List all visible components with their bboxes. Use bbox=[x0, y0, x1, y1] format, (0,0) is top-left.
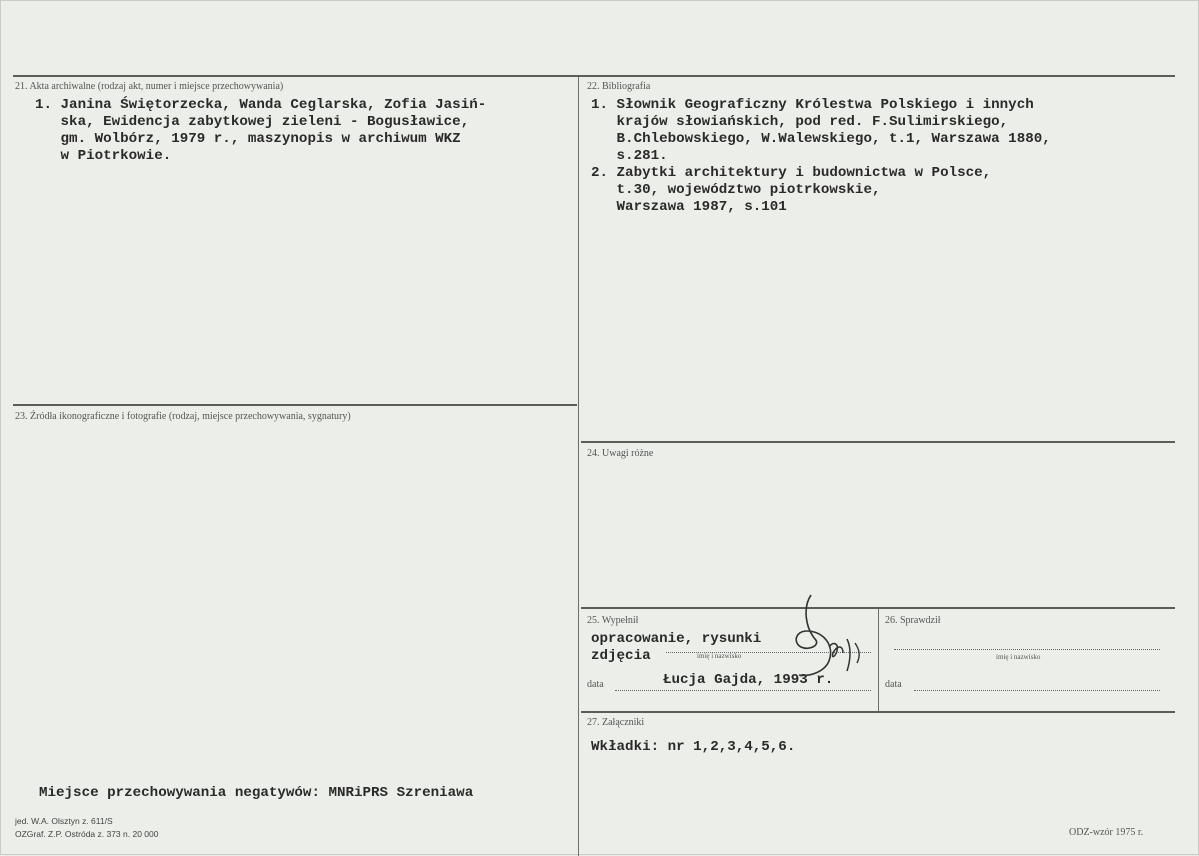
negatives-location: Miejsce przechowywania negatywów: MNRiPRS Szreniawa bbox=[39, 785, 474, 801]
date-line-26 bbox=[914, 690, 1160, 691]
filled-by-name-date: Łucja Gajda, 1993 r. bbox=[663, 672, 834, 688]
section-27-label: 27. Załączniki bbox=[587, 717, 645, 728]
printer-line-2: OZGraf. Z.P. Ostróda z. 373 n. 20 000 bbox=[15, 829, 159, 839]
filled-by-role-2: zdjęcia bbox=[591, 648, 651, 664]
bibliography-entry-2: 2. Zabytki architektury i budownictwa w Polsce, t.30, województwo piotrkowskie, Warszawa 1987, s.101 bbox=[591, 165, 992, 215]
divider-25-26 bbox=[878, 609, 879, 711]
top-rule bbox=[13, 75, 1175, 77]
rule-25-27 bbox=[581, 711, 1175, 713]
name-caption-25: imię i nazwisko bbox=[697, 652, 742, 660]
section-25-label: 25. Wypełnił bbox=[587, 615, 639, 626]
section-21-label: 21. Akta archiwalne (rodzaj akt, numer i miejsce przechowywania) bbox=[15, 81, 284, 92]
signature-icon bbox=[771, 587, 871, 687]
printer-line-1: jed. W.A. Olsztyn z. 611/S bbox=[15, 816, 113, 826]
date-label-25: data bbox=[587, 679, 604, 690]
center-divider bbox=[578, 77, 579, 856]
section-24-label: 24. Uwagi różne bbox=[587, 448, 654, 459]
rule-21-23 bbox=[13, 404, 577, 406]
date-line-25 bbox=[615, 690, 871, 691]
date-label-26: data bbox=[885, 679, 902, 690]
form-id: ODZ-wzór 1975 r. bbox=[1069, 827, 1144, 838]
bibliography-entry-1: 1. Słownik Geograficzny Królestwa Polskiego i innych krajów słowiańskich, pod red. F.Sulimirskiego, B.Chlebowskiego, W.Walewskiego, t.1, Warszawa 1880, s.281. bbox=[591, 97, 1051, 164]
name-line-26 bbox=[894, 649, 1160, 650]
archive-entry-1: 1. Janina Świętorzecka, Wanda Ceglarska, Zofia Jasiń- ska, Ewidencja zabytkowej zieleni - Bogusławice, gm. Wolbórz, 1979 r., maszynopis w archiwum WKZ w Piotrkowie. bbox=[35, 97, 487, 164]
section-22-label: 22. Bibliografia bbox=[587, 81, 651, 92]
filled-by-role-1: opracowanie, rysunki bbox=[591, 631, 762, 647]
rule-22-24 bbox=[581, 441, 1175, 443]
attachments-value: Wkładki: nr 1,2,3,4,5,6. bbox=[591, 739, 796, 755]
section-23-label: 23. Źródła ikonograficzne i fotografie (rodzaj, miejsce przechowywania, sygnatury) bbox=[15, 411, 351, 422]
section-26-label: 26. Sprawdził bbox=[885, 615, 941, 626]
name-caption-26: imię i nazwisko bbox=[996, 653, 1041, 661]
